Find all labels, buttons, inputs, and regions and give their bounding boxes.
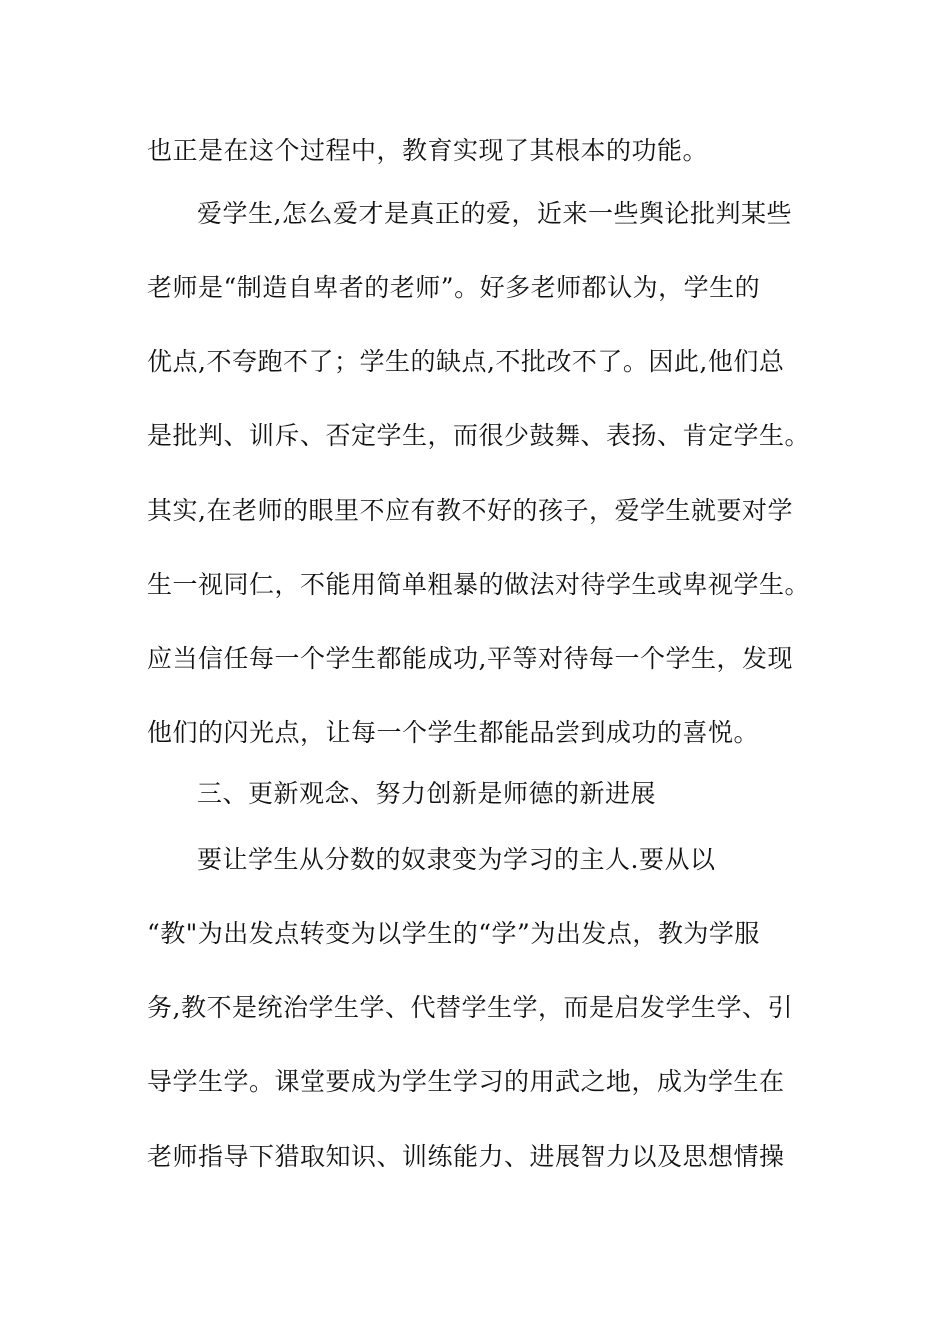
text-line: 老师是“制造自卑者的老师”。好多老师都认为，学生的	[147, 273, 761, 302]
text-line: 导学生学。课堂要成为学生学习的用武之地，成为学生在	[147, 1067, 785, 1096]
text-line: 其实,在老师的眼里不应有教不好的孩子，爱学生就要对学	[147, 496, 793, 525]
text-line: 务,教不是统治学生学、代替学生学，而是启发学生学、引	[147, 993, 793, 1022]
paragraph-start-line: 爱学生,怎么爱才是真正的爱，近来一些舆论批判某些	[197, 199, 792, 228]
text-line: 是批判、训斥、否定学生，而很少鼓舞、表扬、肯定学生。	[147, 421, 811, 450]
text-line: 生一视同仁，不能用简单粗暴的做法对待学生或卑视学生。	[147, 570, 811, 599]
paragraph-start-line: 要让学生从分数的奴隶变为学习的主人.要从以	[197, 845, 716, 874]
text-line: 优点,不夸跑不了；学生的缺点,不批改不了。因此,他们总	[147, 347, 785, 376]
section-heading: 三、更新观念、努力创新是师德的新进展	[197, 779, 657, 808]
text-line: “教"为出发点转变为以学生的“学”为出发点，教为学服	[147, 919, 760, 948]
text-line: 他们的闪光点，让每一个学生都能品尝到成功的喜悦。	[147, 718, 760, 747]
text-line: 应当信任每一个学生都能成功,平等对待每一个学生，发现	[147, 644, 793, 673]
text-line: 老师指导下猎取知识、训练能力、进展智力以及思想情操	[147, 1142, 785, 1171]
text-line: 也正是在这个过程中，教育实现了其根本的功能。	[147, 136, 709, 165]
